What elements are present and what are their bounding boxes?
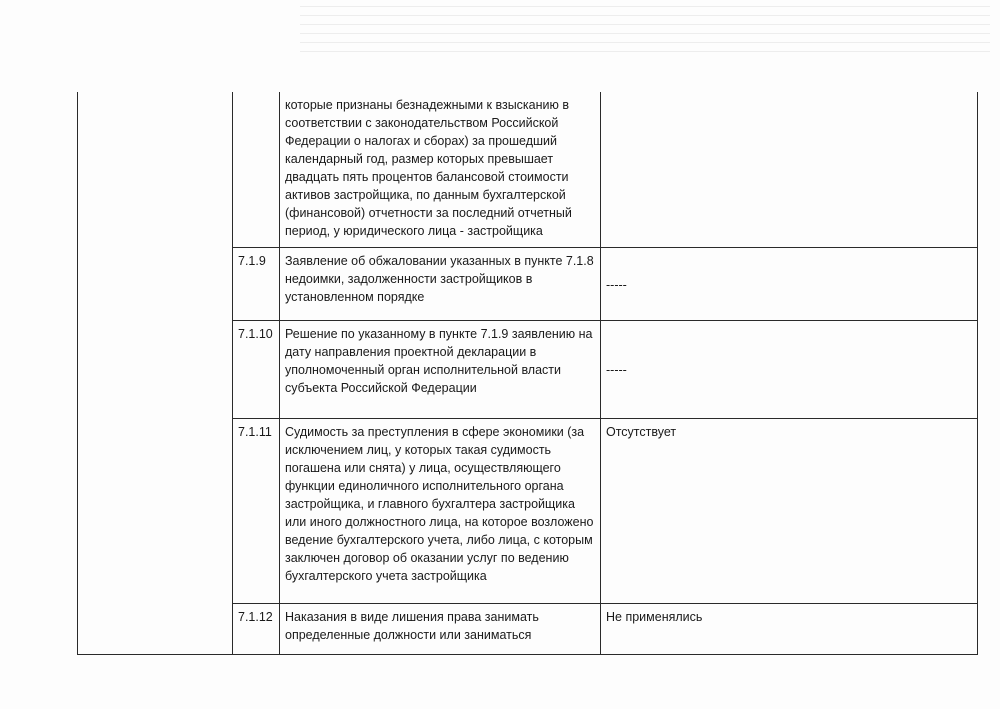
row-number xyxy=(233,92,280,247)
row-number: 7.1.12 xyxy=(233,603,280,654)
table-row xyxy=(233,247,978,320)
row-value: Отсутствует xyxy=(601,418,978,603)
table-bottom-border xyxy=(77,654,978,655)
disclosure-table xyxy=(232,92,978,654)
row-description: которые признаны безнадежными к взысканию в соответствии с законодательством Российской Федерации о налогах и сборах) за прошедший календарный год, размер которых превышает двадцать пять процентов балансовой стоимости активов застройщика, по данным бухгалтерской (финансовой) отчетности за последний отчетный период, у юридического лица - застройщика xyxy=(280,92,601,247)
outer-left-column xyxy=(77,92,233,654)
row-value: ----- xyxy=(601,320,978,418)
row-number: 7.1.11 xyxy=(233,418,280,603)
scan-artifact xyxy=(300,6,990,56)
row-description: Судимость за преступления в сфере экономики (за исключением лиц, у которых такая судимость погашена или снята) у лица, осуществляющего функции единоличного исполнительного органа застройщика, и главного бухгалтера застройщика или иного должностного лица, на которое возложено ведение бухгалтерского учета, либо лица, с которым заключен договор об оказании услуг по ведению бухгалтерского учета застройщика xyxy=(280,418,601,603)
table-row xyxy=(233,418,978,603)
row-value: ----- xyxy=(601,247,978,320)
row-description: Заявление об обжаловании указанных в пункте 7.1.8 недоимки, задолженности застройщиков в установленном порядке xyxy=(280,247,601,320)
row-value: Не применялись xyxy=(601,603,978,654)
table-row xyxy=(233,320,978,418)
row-number: 7.1.10 xyxy=(233,320,280,418)
row-number: 7.1.9 xyxy=(233,247,280,320)
row-description: Решение по указанному в пункте 7.1.9 заявлению на дату направления проектной декларации в уполномоченный орган исполнительной власти субъекта Российской Федерации xyxy=(280,320,601,418)
table-row xyxy=(233,603,978,654)
row-description: Наказания в виде лишения права занимать определенные должности или заниматься xyxy=(280,603,601,654)
table-row xyxy=(233,92,978,247)
row-value xyxy=(601,92,978,247)
